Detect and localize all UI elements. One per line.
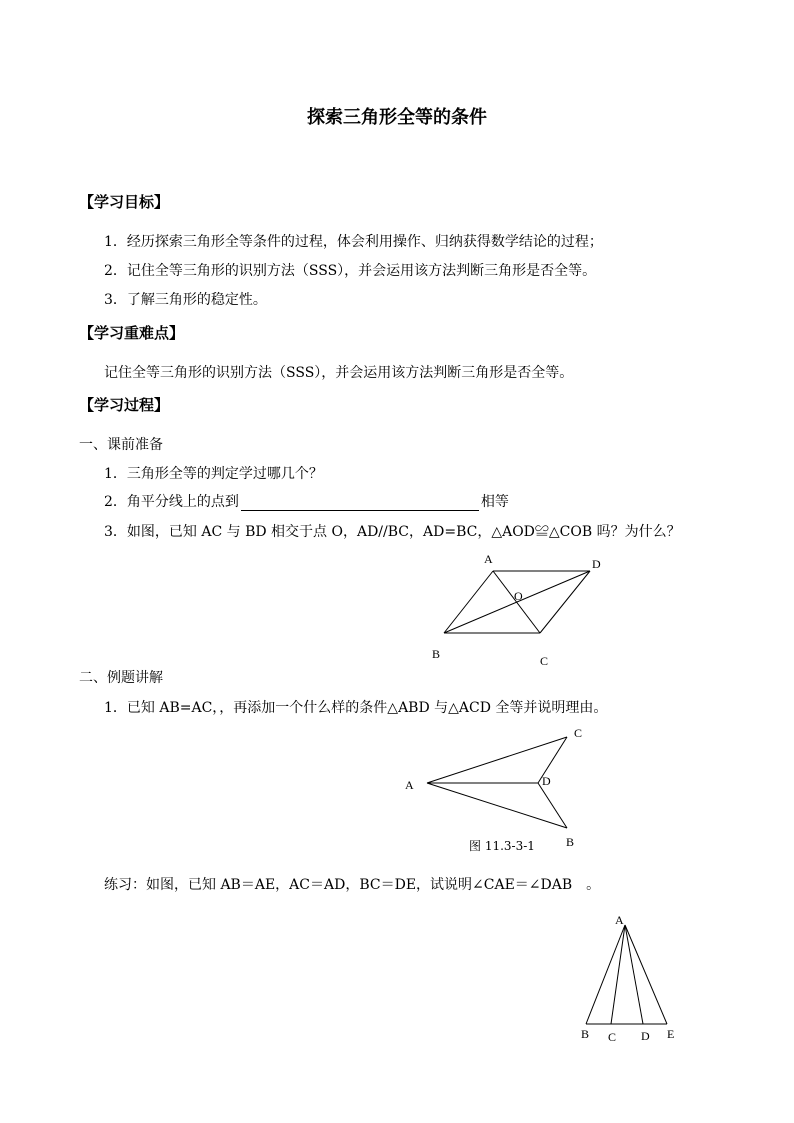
label-e: E: [667, 1027, 675, 1041]
section-key-points: 【学习重难点】: [79, 324, 185, 342]
page-title: 探索三角形全等的条件: [307, 107, 487, 128]
label-a: A: [484, 552, 493, 566]
figure-triangle: [575, 905, 685, 1045]
key-point-text: 记住全等三角形的识别方法（SSS），并会运用该方法判断三角形是否全等。: [104, 365, 574, 381]
segment-ab: [444, 571, 493, 633]
segment-ae: [625, 925, 667, 1024]
segment-ad: [625, 925, 643, 1024]
label-b: B: [566, 835, 575, 849]
segment-ac: [611, 925, 625, 1024]
section-objectives: 【学习目标】: [79, 193, 170, 211]
part2-heading: 二、例题讲解: [79, 670, 163, 686]
label-d: D: [641, 1029, 650, 1043]
label-d: D: [542, 774, 551, 788]
figure-parallelogram: [420, 545, 620, 670]
objective-1: 1．经历探索三角形全等条件的过程，体会利用操作、归纳获得数学结论的过程；: [104, 234, 603, 250]
practice-question: 练习：如图，已知 AB＝AE，AC＝AD，BC＝DE，试说明∠CAE＝∠DAB 。: [104, 877, 601, 893]
objective-2: 2．记住全等三角形的识别方法（SSS），并会运用该方法判断三角形是否全等。: [104, 263, 597, 279]
label-c: C: [540, 654, 549, 668]
label-a: A: [615, 913, 624, 927]
segment-ab: [586, 925, 625, 1024]
label-c: C: [574, 726, 583, 740]
segment-dc: [540, 571, 590, 633]
label-b: B: [581, 1027, 590, 1041]
label-o: O: [514, 589, 523, 603]
label-d: D: [592, 557, 601, 571]
objective-3: 3．了解三角形的稳定性。: [104, 292, 267, 308]
question-2-suffix: 相等: [480, 494, 509, 510]
part1-question-1: 1．三角形全等的判定学过哪几个？: [104, 466, 323, 482]
question-2-prefix: 2．角平分线上的点到: [104, 494, 239, 510]
label-b: B: [432, 647, 441, 661]
part2-question-1: 1．已知 AB=AC，，再添加一个什么样的条件△ABD 与△ACD 全等并说明理由。: [104, 700, 608, 716]
section-process: 【学习过程】: [79, 396, 170, 414]
figure-caption: 图 11.3-3-1: [469, 839, 535, 853]
segment-ab: [427, 783, 567, 828]
fill-in-blank[interactable]: [241, 496, 479, 511]
part1-question-2: [104, 494, 509, 511]
part1-heading: 一、课前准备: [79, 437, 163, 453]
segment-db: [538, 783, 567, 828]
figure-dart: [395, 722, 600, 852]
label-c: C: [608, 1030, 617, 1044]
part1-question-3: 3．如图，已知 AC 与 BD 相交于点 O，AD//BC，AD=BC，△AOD≌△COB 吗？为什么？: [104, 524, 681, 540]
label-a: A: [405, 778, 414, 792]
